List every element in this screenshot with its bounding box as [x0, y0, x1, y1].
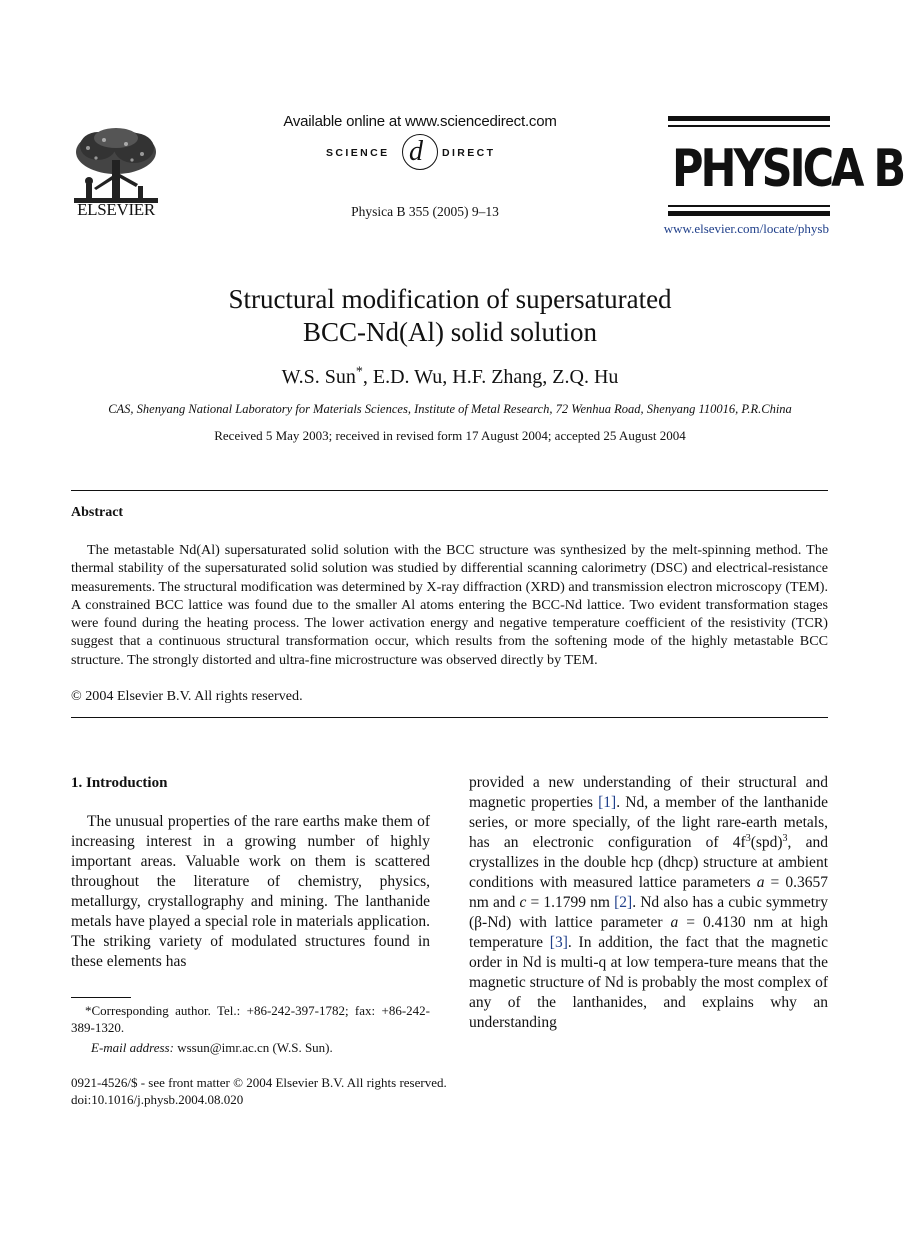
abstract-body: The metastable Nd(Al) supersaturated solid solution with the BCC structure was synthesized by the melt-spinning method. The thermal stability of the supersaturated solid solution was studied by differential scanning calorimetry (DSC) and electrical-resistance measurements. The structural modification was determined by X-ray diffraction (XRD) and transmission electron microscopy (TEM). A constrained BCC lattice was found due to the smaller Al atoms entering the BCC-Nd lattice. Two evident transformation stages were found during the heating process. The lower activation energy and negative temperature coefficient of the resistivity (TCR) suggest that a continuous structural transformation occur, which results from the softening mode of the highly metastable BCC structure. The strongly distorted and ultra-fine microstructure was observed directly by TEM. — [71, 542, 828, 668]
section-heading-introduction: 1. Introduction — [71, 775, 168, 791]
left-column — [71, 773, 430, 972]
journal-reference: Physica B 355 (2005) 9–13 — [351, 204, 499, 219]
body-text: (spd) — [750, 834, 783, 851]
logo-rule-top-thick — [668, 116, 830, 121]
abstract-heading: Abstract — [71, 505, 124, 520]
doi-line[interactable]: doi:10.1016/j.physb.2004.08.020 — [71, 1092, 244, 1107]
sciencedirect-logo — [326, 136, 516, 176]
article-title — [0, 283, 900, 349]
sciencedirect-logo-right: DIRECT — [442, 147, 496, 159]
sciencedirect-logo-left: SCIENCE — [326, 147, 390, 159]
body-text: , and crystallizes in the double hcp (dhcp) structure at ambient conditions with measured lattice parameters — [469, 834, 828, 891]
body-text: = 0.3657 nm and — [469, 874, 828, 911]
abstract-top-rule — [71, 490, 828, 491]
issn-line: 0921-4526/$ - see front matter © 2004 Elsevier B.V. All rights reserved. — [71, 1075, 447, 1090]
body-text: . In addition, the fact that the magnetic order in Nd is multi-q at low tempera-ture means that the magnetic structure of Nd is probably the most complex of any of the lanthanides, and explains why an understanding — [469, 934, 828, 1031]
publisher-name: ELSEVIER — [77, 200, 155, 219]
journal-url-link[interactable]: www.elsevier.com/locate/physb — [663, 221, 829, 236]
body-text: = 1.1799 nm — [526, 894, 615, 911]
superscript: 3 — [782, 832, 788, 844]
author-list — [0, 366, 900, 389]
body-text: . Nd, a member of the lanthanide series, or more specially, of the light rare-earth metals, has an electronic configuration of 4f — [469, 794, 829, 851]
title-line-2: BCC-Nd(Al) solid solution — [302, 317, 598, 347]
variable: c — [519, 894, 527, 911]
logo-rule-top-thin — [668, 125, 830, 127]
title-line-1: Structural modification of supersaturated — [228, 284, 672, 314]
corresponding-author-mark[interactable]: * — [355, 364, 363, 380]
physica-logo-text: PHYSICA B — [672, 139, 904, 200]
logo-rule-bottom-thick — [668, 211, 830, 216]
abstract-bottom-rule — [71, 717, 828, 718]
body-text: = 0.4130 nm at high temperature — [469, 914, 828, 951]
email-note — [71, 1040, 430, 1057]
footnote — [71, 1003, 430, 1057]
email-value[interactable]: wssun@imr.ac.cn (W.S. Sun). — [173, 1040, 333, 1055]
variable: a — [756, 874, 765, 891]
logo-rule-bottom-thin — [668, 205, 830, 207]
other-authors: , E.D. Wu, H.F. Zhang, Z.Q. Hu — [362, 366, 619, 388]
corresponding-author-note: *Corresponding author. Tel.: +86-242-397-1782; fax: +86-242-389-1320. — [71, 1003, 430, 1035]
front-matter — [71, 1074, 447, 1108]
email-label: E-mail address: — [91, 1040, 174, 1055]
superscript: 3 — [745, 832, 751, 844]
right-column — [469, 773, 828, 1033]
citation-link-2[interactable]: [2] — [614, 894, 633, 911]
abstract-copyright: © 2004 Elsevier B.V. All rights reserved. — [71, 688, 303, 704]
body-text: provided a new understanding of their structural and magnetic properties — [469, 774, 828, 811]
variable: a — [670, 914, 679, 931]
affiliation: CAS, Shenyang National Laboratory for Materials Sciences, Institute of Metal Research, 72 Wenhua Road, Shenyang 110016, P.R.China — [108, 402, 792, 416]
received-dates: Received 5 May 2003; received in revised form 17 August 2004; accepted 25 August 2004 — [214, 428, 686, 443]
citation-link-1[interactable]: [1] — [598, 794, 617, 811]
intro-paragraph: The unusual properties of the rare earths make them of increasing interest in a growing number of highly important areas. Valuable work on them is scattered throughout the literature of chemistry, physics, metallurgy, crystallography and mining. The lanthanide metals have played a special role in materials application. The striking variety of modulated structures found in these elements has — [71, 813, 430, 970]
sciencedirect-logo-mark: d — [409, 136, 423, 167]
footnote-rule — [71, 997, 131, 998]
physica-b-logo — [668, 116, 904, 216]
body-text: . Nd also has a cubic symmetry (β-Nd) with lattice parameter — [469, 894, 828, 931]
available-online-text: Available online at www.sciencedirect.com — [283, 113, 557, 130]
citation-link-3[interactable]: [3] — [549, 934, 568, 951]
author-1[interactable]: W.S. Sun — [281, 366, 356, 388]
